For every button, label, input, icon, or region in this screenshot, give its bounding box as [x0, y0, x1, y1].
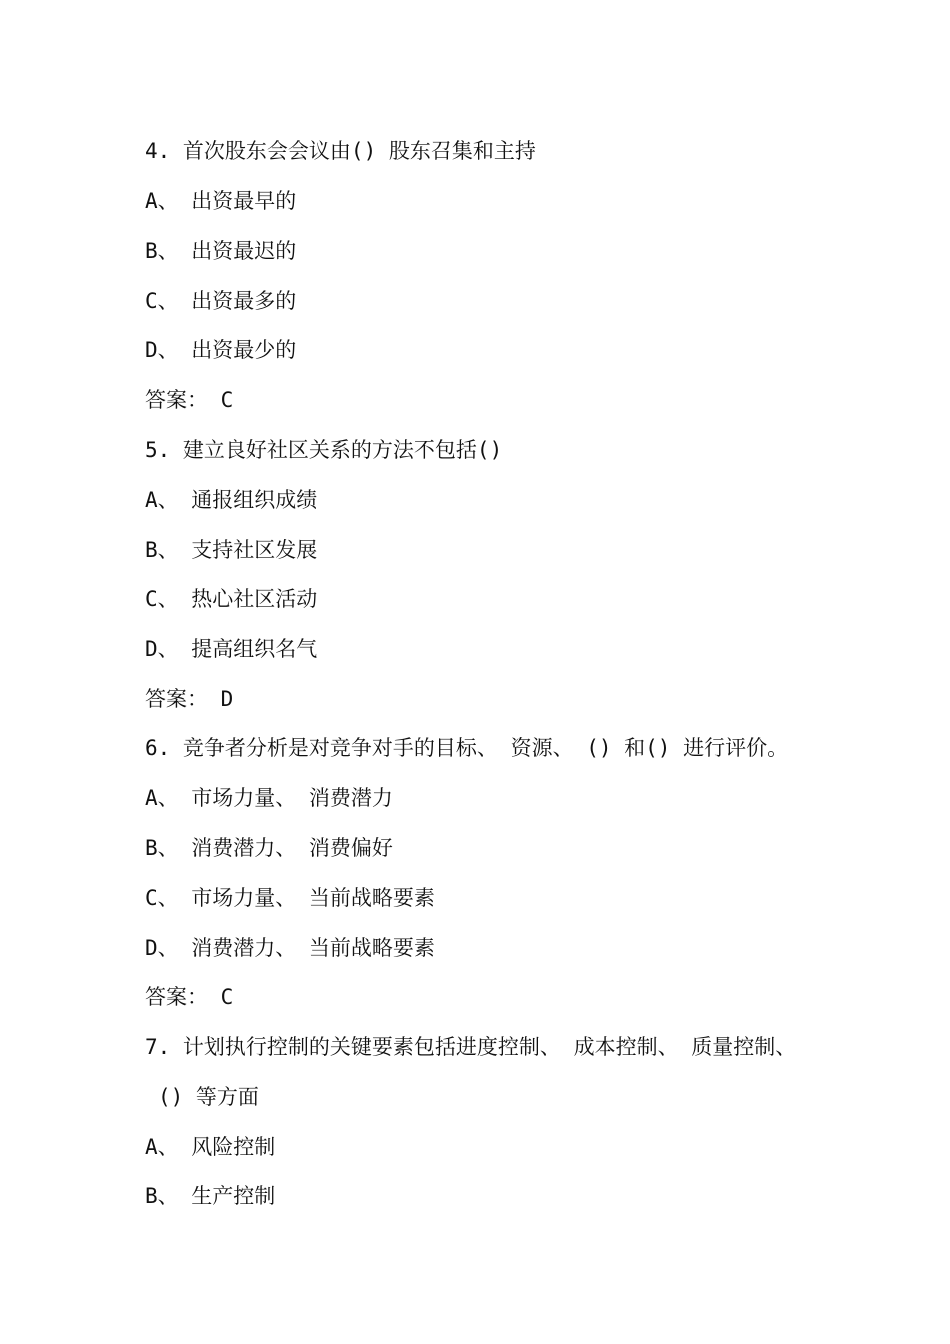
- question-7-option-b: B、 生产控制: [145, 1184, 276, 1208]
- question-4-stem: 4. 首次股东会会议由() 股东召集和主持: [145, 139, 536, 163]
- question-5-answer: 答案： D: [145, 687, 234, 711]
- question-7-stem: 7. 计划执行控制的关键要素包括进度控制、 成本控制、 质量控制、: [145, 1035, 797, 1059]
- question-6-option-d: D、 消费潜力、 当前战略要素: [145, 936, 435, 960]
- question-5-stem: 5. 建立良好社区关系的方法不包括(): [145, 438, 503, 462]
- question-4-option-a: A、 出资最早的: [145, 189, 297, 213]
- question-6-option-a: A、 市场力量、 消费潜力: [145, 786, 393, 810]
- question-4-answer: 答案： C: [145, 388, 234, 412]
- question-6-option-c: C、 市场力量、 当前战略要素: [145, 886, 435, 910]
- question-6-stem: 6. 竞争者分析是对竞争对手的目标、 资源、 () 和() 进行评价。: [145, 736, 789, 760]
- question-7-stem-continuation: () 等方面: [158, 1085, 259, 1109]
- question-6-answer: 答案： C: [145, 985, 234, 1009]
- question-6-option-b: B、 消费潜力、 消费偏好: [145, 836, 393, 860]
- question-4-option-d: D、 出资最少的: [145, 338, 297, 362]
- question-5-option-d: D、 提高组织名气: [145, 637, 318, 661]
- question-4-option-b: B、 出资最迟的: [145, 239, 297, 263]
- question-7-option-a: A、 风险控制: [145, 1135, 276, 1159]
- question-5-option-a: A、 通报组织成绩: [145, 488, 318, 512]
- question-4-option-c: C、 出资最多的: [145, 289, 297, 313]
- question-5-option-b: B、 支持社区发展: [145, 538, 318, 562]
- question-5-option-c: C、 热心社区活动: [145, 587, 318, 611]
